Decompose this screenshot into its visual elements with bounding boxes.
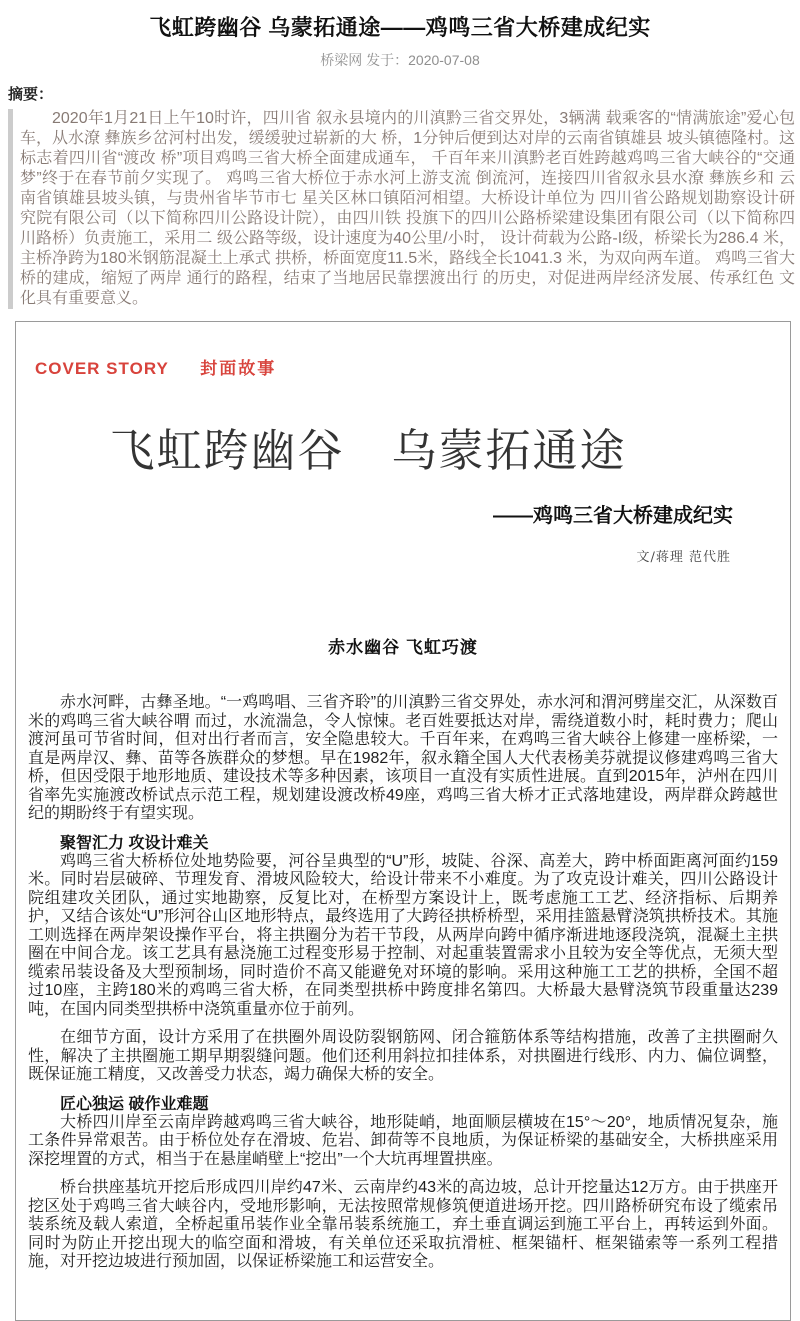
article-byline: 文/蒋理 范代胜 [636,550,731,565]
cover-story-en: COVER STORY [35,359,169,378]
article-title: 飞虹跨幽谷 乌蒙拓通途 [109,424,627,477]
article-body [28,694,778,1272]
source-date-line: 桥梁网 发于：2020-07-08 [320,52,480,68]
sub-heading-design: 聚智汇力 攻设计难关 [60,834,209,852]
abstract-label: 摘要： [8,86,54,103]
abstract-text: 2020年1月21日上午10时许，四川省 叙永县境内的川滇黔三省交界处，3辆满 载乘客的“情满旅途”爱心包车，从水潦 彝族乡岔河村出发，缓缓驶过崭新的大 桥，1分钟后便到达对岸的云南省镇雄县 坡头镇德隆村。这标志着四川省“渡改 桥”项目鸡鸣三省大桥全面建成通车， 千百年来川滇黔老百姓跨越鸡鸣三省大峡谷的“交通梦”终于在春节前夕实现了。 鸡鸣三省大桥位于赤水河上游支流 倒流河，连接四川省叙永县水潦 彝族乡和 云南省镇雄县坡头镇，与贵州省毕节市七 星关区林口镇陌河相望。大桥设计单位为 四川省公路规划勘察设计研究院有限公司（以下简称四川公路设计院），由四川铁 投旗下的四川公路桥梁建设集团有限公司（以下简称四川路桥）负责施工，采用二 级公路等级，设计速度为40公里/小时， 设计荷载为公路-I级，桥梁长为286.4 米，主桥净跨为180米钢筋混凝土上承式 拱桥，桥面宽度11.5米，路线全长1041.3 米，为双向两车道。 鸡鸣三省大桥的建成，缩短了两岸 通行的路程，结束了当地居民靠摆渡出行 的历史，对促进两岸经济发展、传承红色 文化具有重要意义。 [8,109,795,309]
page-title: 飞虹跨幽谷 乌蒙拓通途——鸡鸣三省大桥建成纪实 [149,15,651,40]
paragraph-5: 桥台拱座基坑开挖后形成四川岸约47米、云南岸约43米的高边坡，总计开挖量达12万方。由于拱座开挖区处于鸡鸣三省大峡谷内，受地形影响，无法按照常规修筑便道进场开挖。四川路桥研究布设了缆索吊装系统及载人索道，全桥起重吊装作业全靠吊装系统施工，弃土垂直调运到施工平台上，再转运到外面。同时为防止开挖出现大的临空面和滑坡，有关单位还采取抗滑桩、框架锚杆、框架锚索等一系列工程措施，对开挖边坡进行预加固，以保证桥梁施工和运营安全。 [28,1179,778,1270]
section-heading-chishui: 赤水幽谷 飞虹巧渡 [328,638,478,657]
article-subtitle: ——鸡鸣三省大桥建成纪实 [493,505,733,527]
paragraph-2: 鸡鸣三省大桥桥位处地势险要，河谷呈典型的“U”形，坡陡、谷深、高差大，跨中桥面距离河面约159米。同时岩层破碎、节理发育、滑坡风险较大，给设计带来不小难度。为了攻克设计难关，四川公路设计院组建攻关团队，通过实地勘察，反复比对，在桥型方案设计上，既考虑施工工艺、经济指标、后期养护，又结合该处“U”形河谷山区地形特点，最终选用了大跨径拱桥桥型，采用挂篮悬臂浇筑拱桥技术。其施工则选择在两岸架设操作平台，将主拱圈分为若干节段，从两岸向跨中循序渐进地逐段浇筑，混凝土主拱圈在中间合龙。该工艺具有悬浇施工过程变形易于控制、对起重装置需求小且较为安全等优点，无须大型缆索吊装设备及大型预制场，同时造价不高又能避免对环境的影响。采用这种施工工艺的拱桥，全国不超过10座，主跨180米的鸡鸣三省大桥，在同类型拱桥中跨度排名第四。大桥最大悬臂浇筑节段重量达239吨，在国内同类型拱桥中浇筑重量亦位于前列。 [28,852,778,1018]
cover-story-label [28,354,778,379]
cover-story-cn: 封面故事 [200,359,277,378]
article-box [15,321,791,1321]
sub-heading-construction: 匠心独运 破作业难题 [60,1095,209,1113]
paragraph-1: 赤水河畔，古彝圣地。“一鸡鸣唱、三省齐聆”的川滇黔三省交界处，赤水河和渭河劈崖交汇，从深数百米的鸡鸣三省大峡谷喟 而过，水流湍急，令人惊悚。老百姓要抵达对岸，需绕道数小时，耗时费力；爬山渡河虽可节省时间，但对出行者而言，安全隐患较大。千百年来，在鸡鸣三省大峡谷上修建一座桥梁，一直是两岸汉、彝、苗等各族群众的梦想。早在1982年，叙永籍全国人大代表杨美芬就提议修建鸡鸣三省大桥，但因受限于地形地质、建设技术等多种因素，该项目一直没有实质性进展。直到2015年，泸州在四川省率先实施渡改桥试点示范工程，规划建设渡改桥49座，鸡鸣三省大桥才正式落地建设，两岸群众跨越世纪的期盼终于有望实现。 [28,694,778,822]
paragraph-4: 大桥四川岸至云南岸跨越鸡鸣三省大峡谷，地形陡峭，地面顺层横坡在15°～20°，地质情况复杂，施工条件异常艰苦。由于桥位处存在滑坡、危岩、卸荷等不良地质，为保证桥梁的基础安全，大桥拱座采用深挖埋置的方式，相当于在悬崖峭壁上“挖出”一个大坑再埋置拱座。 [28,1113,778,1168]
paragraph-3: 在细节方面，设计方采用了在拱圈外周设防裂钢筋网、闭合箍筋体系等结构措施，改善了主拱圈耐久性，解决了主拱圈施工期早期裂缝问题。他们还利用斜拉扣挂体系，对拱圈进行线形、内力、偏位调整，既保证施工精度，又改善受力状态，竭力确保大桥的安全。 [28,1029,778,1083]
